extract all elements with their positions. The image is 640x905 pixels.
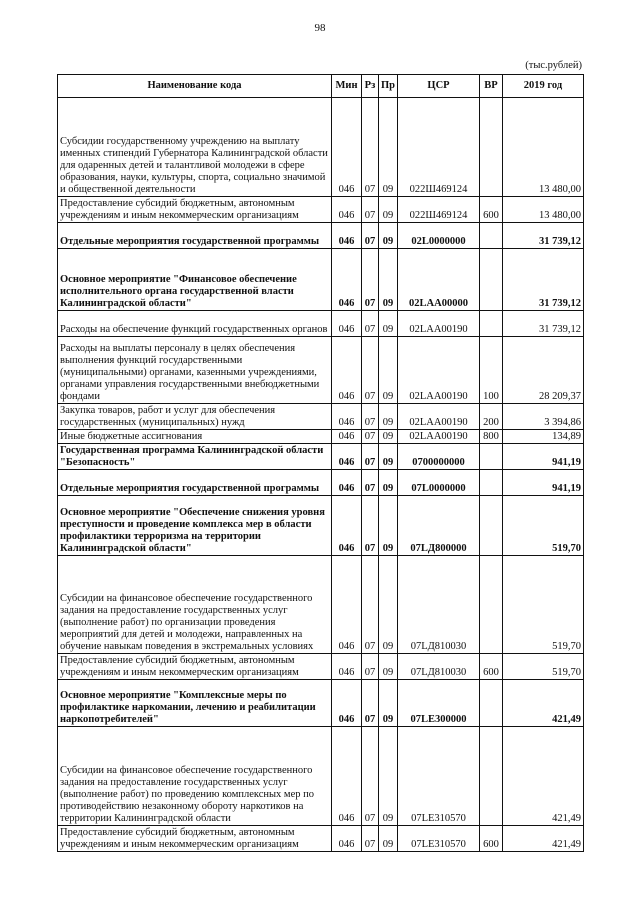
table-row (58, 470, 584, 496)
row-name: Основное мероприятие "Комплексные меры по профилактике наркомании, лечению и реабилитации наркопотребителей" (58, 680, 332, 727)
table-row (58, 826, 584, 852)
row-sum: 421,49 (503, 727, 584, 826)
row-sum: 13 480,00 (503, 98, 584, 197)
row-name: Закупка товаров, работ и услуг для обеспечения государственных (муниципальных) нужд (58, 404, 332, 430)
row-sum: 28 209,37 (503, 337, 584, 404)
row-sum: 519,70 (503, 496, 584, 556)
row-name: Субсидии на финансовое обеспечение государственного задания на предоставление государственных услуг (выполнение работ) по проведению комплексных мер по противодействию незаконному обороту наркотиков на территории Калининградской области (58, 727, 332, 826)
row-csr: 02LAA00190 (398, 311, 480, 337)
table-row (58, 197, 584, 223)
header-rz: Рз (362, 75, 379, 98)
row-vr (480, 727, 503, 826)
table-row (58, 496, 584, 556)
table-row (58, 727, 584, 826)
row-min: 046 (332, 496, 362, 556)
table-header-row (58, 75, 584, 98)
row-rz: 07 (362, 98, 379, 197)
row-sum: 519,70 (503, 556, 584, 654)
table-row (58, 430, 584, 444)
row-pr: 09 (379, 496, 398, 556)
row-sum: 134,89 (503, 430, 584, 444)
table-row (58, 311, 584, 337)
row-sum: 941,19 (503, 470, 584, 496)
table-row (58, 404, 584, 430)
row-sum: 31 739,12 (503, 311, 584, 337)
row-name: Отдельные мероприятия государственной программы (58, 470, 332, 496)
header-year: 2019 год (503, 75, 584, 98)
row-rz: 07 (362, 826, 379, 852)
row-rz: 07 (362, 223, 379, 249)
row-rz: 07 (362, 337, 379, 404)
row-min: 046 (332, 311, 362, 337)
row-csr: 022Ш469124 (398, 98, 480, 197)
row-pr: 09 (379, 556, 398, 654)
row-sum: 31 739,12 (503, 223, 584, 249)
row-min: 046 (332, 249, 362, 311)
budget-table (57, 74, 584, 852)
row-rz: 07 (362, 311, 379, 337)
row-vr (480, 311, 503, 337)
row-sum: 421,49 (503, 680, 584, 727)
row-csr: 02LAA00000 (398, 249, 480, 311)
row-min: 046 (332, 556, 362, 654)
row-pr: 09 (379, 444, 398, 470)
row-pr: 09 (379, 197, 398, 223)
row-min: 046 (332, 98, 362, 197)
row-csr: 07LД810030 (398, 654, 480, 680)
row-vr (480, 223, 503, 249)
row-vr (480, 496, 503, 556)
row-csr: 07LД810030 (398, 556, 480, 654)
row-vr: 600 (480, 826, 503, 852)
row-vr: 600 (480, 197, 503, 223)
row-rz: 07 (362, 556, 379, 654)
header-vr: ВР (480, 75, 503, 98)
header-min: Мин (332, 75, 362, 98)
row-csr: 0700000000 (398, 444, 480, 470)
row-vr (480, 556, 503, 654)
row-csr: 07LE310570 (398, 727, 480, 826)
row-name: Отдельные мероприятия государственной программы (58, 223, 332, 249)
row-sum: 941,19 (503, 444, 584, 470)
row-name: Предоставление субсидий бюджетным, автономным учреждениям и иным некоммерческим организациям (58, 826, 332, 852)
row-rz: 07 (362, 654, 379, 680)
header-csr: ЦСР (398, 75, 480, 98)
header-pr: Пр (379, 75, 398, 98)
table-row (58, 98, 584, 197)
row-csr: 02L0000000 (398, 223, 480, 249)
row-rz: 07 (362, 249, 379, 311)
row-csr: 02LAA00190 (398, 430, 480, 444)
row-pr: 09 (379, 337, 398, 404)
row-name: Субсидии на финансовое обеспечение государственного задания на предоставление государственных услуг (выполнение работ) по организации проведения мероприятий для детей и молодежи, направленных на обучение навыкам поведения в экстремальных условиях (58, 556, 332, 654)
table-row (58, 337, 584, 404)
row-min: 046 (332, 404, 362, 430)
row-min: 046 (332, 680, 362, 727)
row-sum: 421,49 (503, 826, 584, 852)
row-csr: 07LД800000 (398, 496, 480, 556)
row-vr (480, 680, 503, 727)
row-pr: 09 (379, 311, 398, 337)
row-sum: 31 739,12 (503, 249, 584, 311)
row-sum: 3 394,86 (503, 404, 584, 430)
row-rz: 07 (362, 404, 379, 430)
row-name: Расходы на обеспечение функций государственных органов (58, 311, 332, 337)
row-pr: 09 (379, 404, 398, 430)
units-label: (тыс.рублей) (525, 60, 582, 71)
row-rz: 07 (362, 496, 379, 556)
row-pr: 09 (379, 826, 398, 852)
row-rz: 07 (362, 470, 379, 496)
row-min: 046 (332, 826, 362, 852)
row-name: Основное мероприятие "Финансовое обеспечение исполнительного органа государственной власти Калининградской области" (58, 249, 332, 311)
row-min: 046 (332, 337, 362, 404)
row-min: 046 (332, 444, 362, 470)
table-row (58, 654, 584, 680)
row-pr: 09 (379, 430, 398, 444)
row-pr: 09 (379, 680, 398, 727)
row-csr: 02LAA00190 (398, 337, 480, 404)
row-vr (480, 98, 503, 197)
row-min: 046 (332, 197, 362, 223)
row-pr: 09 (379, 223, 398, 249)
table-row (58, 556, 584, 654)
header-name: Наименование кода (58, 75, 332, 98)
row-name: Предоставление субсидий бюджетным, автономным учреждениям и иным некоммерческим организациям (58, 654, 332, 680)
row-min: 046 (332, 223, 362, 249)
row-vr (480, 470, 503, 496)
table-row (58, 444, 584, 470)
row-pr: 09 (379, 654, 398, 680)
row-name: Основное мероприятие "Обеспечение снижения уровня преступности и проведение комплекса мер в области профилактики терроризма на территории Калининградской области" (58, 496, 332, 556)
row-vr: 200 (480, 404, 503, 430)
row-name: Государственная программа Калининградской области "Безопасность" (58, 444, 332, 470)
row-vr: 800 (480, 430, 503, 444)
row-pr: 09 (379, 470, 398, 496)
row-pr: 09 (379, 98, 398, 197)
row-pr: 09 (379, 249, 398, 311)
row-csr: 07LE310570 (398, 826, 480, 852)
row-sum: 13 480,00 (503, 197, 584, 223)
row-rz: 07 (362, 444, 379, 470)
row-csr: 07LE300000 (398, 680, 480, 727)
row-rz: 07 (362, 727, 379, 826)
row-sum: 519,70 (503, 654, 584, 680)
row-name: Предоставление субсидий бюджетным, автономным учреждениям и иным некоммерческим организациям (58, 197, 332, 223)
row-vr (480, 444, 503, 470)
row-csr: 02LAA00190 (398, 404, 480, 430)
table-row (58, 223, 584, 249)
table-row (58, 249, 584, 311)
row-rz: 07 (362, 430, 379, 444)
row-vr: 100 (480, 337, 503, 404)
table-row (58, 680, 584, 727)
row-rz: 07 (362, 197, 379, 223)
row-min: 046 (332, 430, 362, 444)
row-rz: 07 (362, 680, 379, 727)
row-name: Иные бюджетные ассигнования (58, 430, 332, 444)
row-min: 046 (332, 470, 362, 496)
row-vr (480, 249, 503, 311)
page-number: 98 (314, 22, 326, 34)
row-min: 046 (332, 654, 362, 680)
row-vr: 600 (480, 654, 503, 680)
row-min: 046 (332, 727, 362, 826)
row-csr: 022Ш469124 (398, 197, 480, 223)
row-name: Субсидии государственному учреждению на выплату именных стипендий Губернатора Калининградской области для одаренных детей и талантливой молодежи в сфере образования, науки, культуры, спорта, социально значимой и общественной деятельности (58, 98, 332, 197)
row-pr: 09 (379, 727, 398, 826)
row-csr: 07L0000000 (398, 470, 480, 496)
row-name: Расходы на выплаты персоналу в целях обеспечения выполнения функций государственными (муниципальными) органами, казенными учреждениями, органами управления государственными внебюджетными фондами (58, 337, 332, 404)
